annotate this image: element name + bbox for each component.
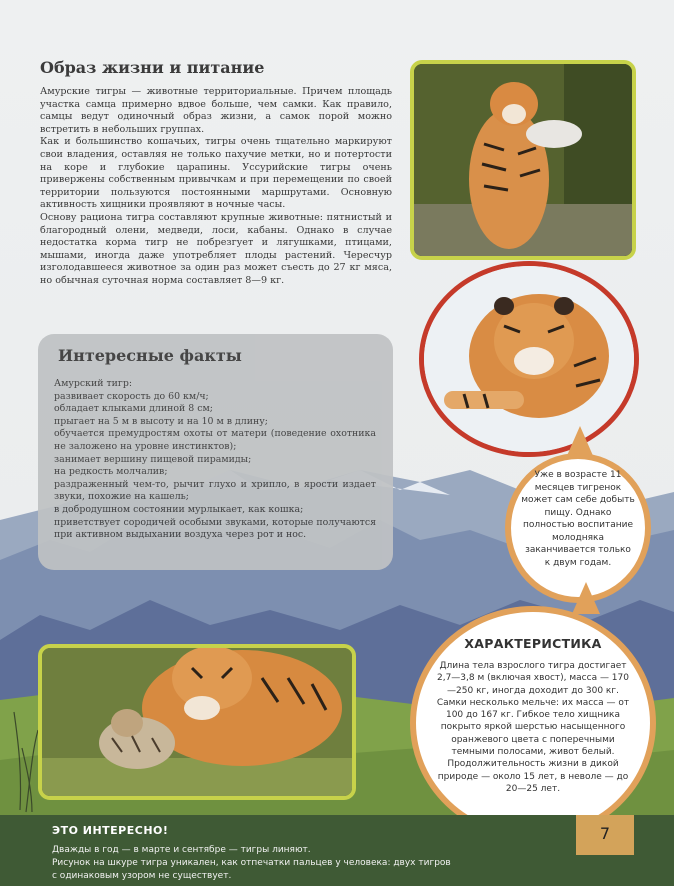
list-item: обучается премудростям охоты от матери (поведение охотника не заложено на уровне инстинктов); [54,428,376,452]
footer-line: Дважды в год — в марте и сентябре — тигры линяют. [52,845,311,855]
characteristics-bubble [410,606,656,840]
facts-list [54,378,376,542]
footer-title: ЭТО ИНТЕРЕСНО! [52,824,169,837]
list-item: обладает клыками длиной 8 см; [54,403,213,415]
list-item: приветствует сородичей особыми звуками, которые получаются при активном выдыхании воздуха через рот и нос. [54,516,377,541]
cub-fact-text: Уже в возрасте 11 месяцев тигренок может сам себе добыть пищу. Однако полностью воспитание молодняка заканчивается только к двум годам. [521,470,635,568]
tigress-with-cubs-photo [38,644,356,800]
footer-line: с одинаковым узором не существует. [52,871,232,881]
characteristics-title: ХАРАКТЕРИСТИКА [464,636,602,651]
list-item: развивает скорость до 60 км/ч; [54,390,209,402]
list-item: прыгает на 5 м в высоту и на 10 м в длину; [54,415,268,427]
footer-line: Рисунок на шкуре тигра уникален, как отпечатки пальцев у человека: двух тигров [52,858,451,868]
section-title: Образ жизни и питание [40,58,265,77]
page-number-box [576,815,634,855]
section-body [40,86,392,288]
facts-title: Интересные факты [58,346,242,365]
list-item: Амурский тигр: [54,378,133,389]
list-item: в добродушном состоянии мурлыкает, как кошка; [54,503,304,515]
interesting-footer [0,815,674,886]
tiger-carrying-prey-photo [410,60,636,260]
paragraph: Как и большинство кошачьих, тигры очень тщательно маркируют свои владения, оставляя не только пахучие метки, но и потертости на коре и глубокие царапины. Уссурийские тигры очень привержены собственным привычкам и при перемещении по своей территории пользуются постоянными маршрутами. Основную активность хищники проявляют в ночные часы. [40,136,392,211]
tiger-in-snow-photo [419,261,639,457]
list-item: раздраженный чем-то, рычит глухо и хрипло, в ярости издает звуки, похожие на кашель; [54,478,376,503]
page-number: 7 [599,824,611,843]
paragraph: Амурские тигры — животные территориальные. Причем площадь участка самца примерно вдвое больше, чем самки. Как правило, самцы ведут одиночный образ жизни, а самок порой можно встретить в небольших группах. [40,86,392,135]
paragraph: Основу рациона тигра составляют крупные животные: пятнистый и благородный олени, медведи, лоси, кабаны. Однако в случае недостатка корма тигр не побрезгует и лягушками, птицами, мышами, иногда даже употребляет плоды растений. Чересчур изголодавшееся животное за один раз может съесть до 27 кг мяса, но обычная суточная норма составляет 8—9 кг. [40,211,392,286]
interesting-facts-box [38,334,393,570]
list-item: занимает вершину пищевой пирамиды; [54,453,252,465]
characteristics-text: Длина тела взрослого тигра достигает 2,7—3,8 м (включая хвост), масса — 170—250 кг, иногда доходит до 300 кг. Самки несколько мельче: их масса — от 100 до 167 кг. Гибкое тело хищника покрыто яркой шерстью насыщенного оранжевого цвета с поперечными темными полосами, живот белый. Продолжительность жизни в дикой природе — около 15 лет, в неволе — до 20—25 лет. [436,661,630,794]
list-item: на редкость молчалив; [54,466,168,478]
